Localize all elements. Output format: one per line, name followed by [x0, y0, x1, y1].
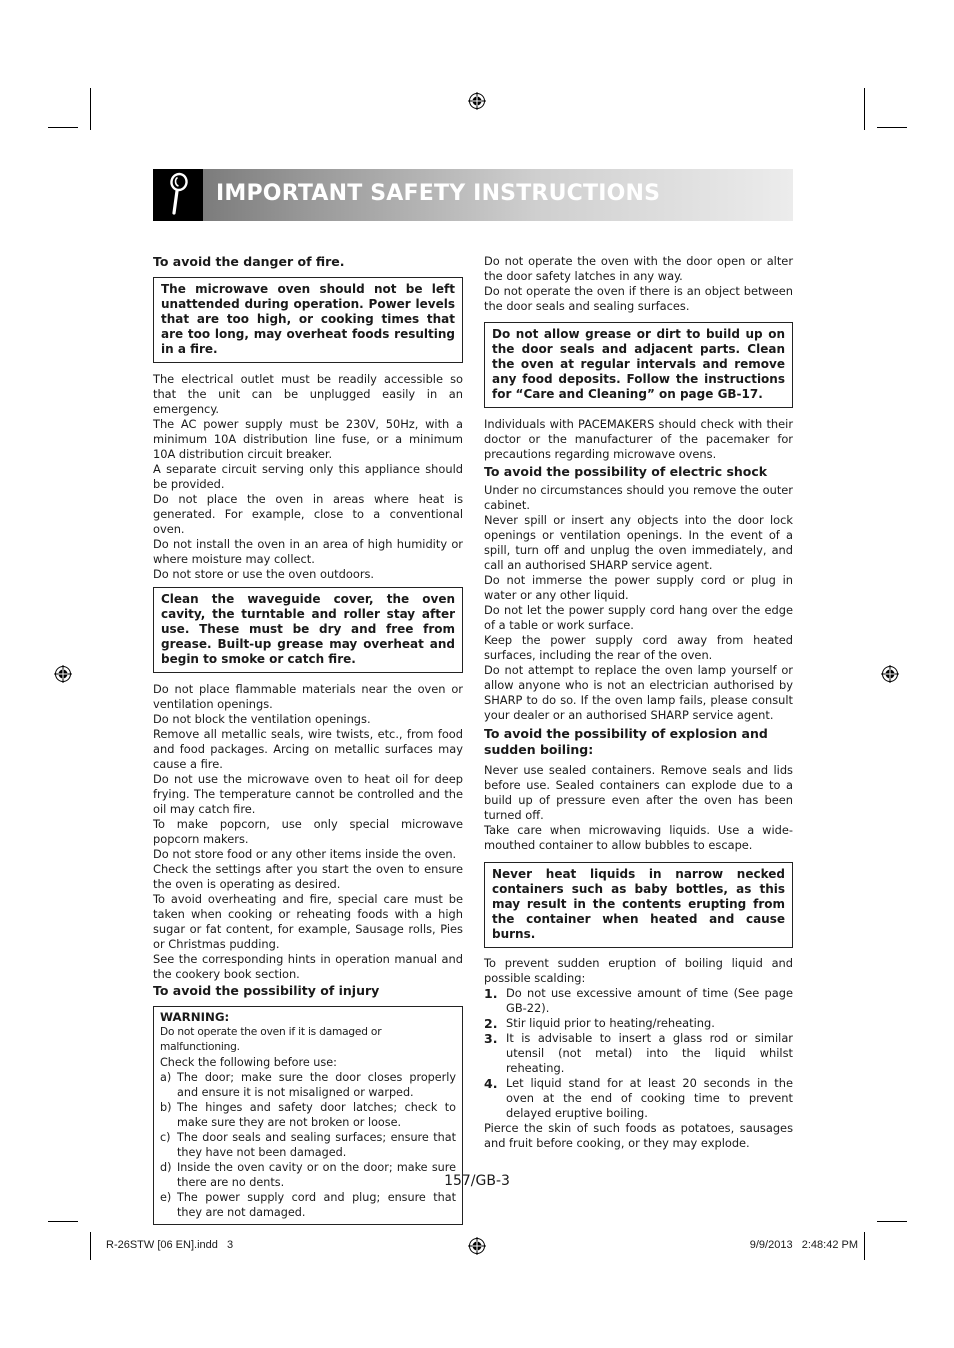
crop-mark [48, 127, 78, 128]
paragraph: Remove all metallic seals, wire twists, etc., from food and food packages. Arcing on metallic surfaces may cause a fire. [153, 727, 463, 771]
paragraph: Check the settings after you start the oven to ensure the oven is operating as desired. [153, 862, 463, 891]
paragraph: Never spill or insert any objects into the door lock openings or ventilation openings. In the event of a spill, turn off and unplug the oven immediately, and call an authorised SHARP service agent. [484, 513, 793, 572]
heading-fire: To avoid the danger of fire. [153, 254, 345, 269]
paragraph: Do not install the oven in an area of high humidity or where moisture may collect. [153, 537, 463, 566]
notice-box-grease: Do not allow grease or dirt to build up on the door seals and adjacent parts. Clean the oven at regular intervals and remove any food deposits. Follow the instructions for “Care and Cleaning” on page GB-17. [484, 322, 793, 408]
heading-explosion: To avoid the possibility of explosion and sudden boiling: [484, 726, 768, 757]
list-item: e) The power supply cord and plug; ensure that they are not damaged. [160, 1191, 456, 1219]
crop-mark [90, 88, 91, 130]
paragraph: Take care when microwaving liquids. Use a wide-mouthed container to allow bubbles to escape. [484, 823, 793, 852]
list-item: 1. Do not use excessive amount of time (See page GB-22). [484, 986, 793, 1015]
crop-mark [864, 88, 865, 130]
paragraph: To make popcorn, use only special microwave popcorn makers. [153, 817, 463, 846]
crop-mark [864, 1232, 865, 1260]
paragraph: Do not block the ventilation openings. [153, 712, 371, 726]
registration-mark-icon [54, 665, 72, 683]
registration-mark-icon [468, 92, 486, 110]
registration-mark-icon [881, 665, 899, 683]
paragraph: Do not store or use the oven outdoors. [153, 567, 375, 581]
numbered-list [484, 986, 793, 1121]
paragraph: Do not immerse the power supply cord or plug in water or any other liquid. [484, 573, 793, 602]
list-item: c) The door seals and sealing surfaces; ensure that they have not been damaged. [160, 1131, 456, 1159]
paragraph: Never use sealed containers. Remove seals and lids before use. Sealed containers can explode due to a build up of pressure even after the oven has been turned off. [484, 763, 793, 822]
left-column [153, 254, 463, 1225]
paragraph: Do not use the microwave oven to heat oil for deep frying. The temperature cannot be controlled and the oil may catch fire. [153, 772, 463, 816]
list-item: 4. Let liquid stand for at least 20 seconds in the oven at the end of cooking time to prevent delayed eruptive boiling. [484, 1076, 793, 1120]
paragraph: Individuals with PACEMAKERS should check with their doctor or the manufacturer of the pacemaker for precautions regarding microwave ovens. [484, 417, 793, 461]
warning-line: Check the following before use: [160, 1056, 337, 1069]
warning-line: Do not operate the oven if it is damaged or malfunctioning. [160, 1026, 382, 1053]
paragraph: Under no circumstances should you remove the outer cabinet. [484, 483, 793, 512]
paragraph: The electrical outlet must be readily accessible so that the unit can be unplugged easily in an emergency. [153, 372, 463, 416]
list-item: b) The hinges and safety door latches; check to make sure they are not broken or loose. [160, 1101, 456, 1129]
paragraph: See the corresponding hints in operation manual and the cookery book section. [153, 952, 463, 981]
page-title: IMPORTANT SAFETY INSTRUCTIONS [216, 181, 661, 206]
heading-injury: To avoid the possibility of injury [153, 983, 380, 998]
list-item: a) The door; make sure the door closes properly and ensure it is not misaligned or warped. [160, 1071, 456, 1099]
crop-mark [48, 1221, 78, 1222]
registration-mark-icon [468, 1237, 486, 1255]
list-item: d) Inside the oven cavity or on the door; make sure there are no dents. [160, 1161, 456, 1189]
heading-shock: To avoid the possibility of electric shock [484, 464, 768, 479]
notice-box-cleaning: Clean the waveguide cover, the oven cavity, the turntable and roller stay after use. These must be dry and free from grease. Built-up grease may overheat and begin to smoke or catch fire. [153, 587, 463, 673]
crop-mark [877, 127, 907, 128]
list-item: 3. It is advisable to insert a glass rod or similar utensil (not metal) into the liquid whilst reheating. [484, 1031, 793, 1075]
warning-box [153, 1006, 463, 1225]
warning-title: WARNING: [160, 1010, 230, 1024]
list-item: 2. Stir liquid prior to heating/reheating. [484, 1016, 715, 1031]
warning-list [160, 1070, 456, 1220]
paragraph: Keep the power supply cord away from heated surfaces, including the rear of the oven. [484, 633, 793, 662]
paragraph: Do not let the power supply cord hang over the edge of a table or work surface. [484, 603, 793, 632]
paragraph: The AC power supply must be 230V, 50Hz, with a minimum 10A distribution line fuse, or a minimum 10A distribution circuit breaker. [153, 417, 463, 461]
right-column [484, 254, 793, 1151]
safety-warning-icon [153, 169, 203, 221]
paragraph: Do not operate the oven with the door open or alter the door safety latches in any way. [484, 254, 793, 283]
paragraph: Do not place flammable materials near the oven or ventilation openings. [153, 682, 463, 711]
paragraph: Do not place the oven in areas where heat is generated. For example, close to a conventional oven. [153, 492, 463, 536]
paragraph: Do not attempt to replace the oven lamp yourself or allow anyone who is not an electrician authorised by SHARP to do so. If the oven lamp fails, please consult your dealer or an authorised SHARP service agent. [484, 663, 793, 722]
paragraph: To prevent sudden eruption of boiling liquid and possible scalding: [484, 956, 793, 985]
footer-datetime: 9/9/2013 2:48:42 PM [749, 1239, 858, 1251]
footer-filename: R-26STW [06 EN].indd 3 [106, 1239, 234, 1251]
page-number: 157/GB-3 [444, 1173, 510, 1189]
paragraph: Do not store food or any other items inside the oven. [153, 847, 457, 861]
notice-box-liquids: Never heat liquids in narrow necked containers such as baby bottles, as this may result in the contents erupting from the container when heated and cause burns. [484, 862, 793, 948]
crop-mark [877, 1221, 907, 1222]
section-header [153, 169, 793, 221]
notice-box-unattended: The microwave oven should not be left unattended during operation. Power levels that are too high, or cooking times that are too long, may overheat foods resulting in a fire. [153, 277, 463, 363]
paragraph: A separate circuit serving only this appliance should be provided. [153, 462, 463, 491]
crop-mark [90, 1232, 91, 1260]
paragraph: Pierce the skin of such foods as potatoes, sausages and fruit before cooking, or they may explode. [484, 1121, 793, 1150]
paragraph: To avoid overheating and fire, special care must be taken when cooking or reheating foods with a high sugar or fat content, for example, Sausage rolls, Pies or Christmas pudding. [153, 892, 463, 951]
paragraph: Do not operate the oven if there is an object between the door seals and sealing surfaces. [484, 284, 793, 313]
